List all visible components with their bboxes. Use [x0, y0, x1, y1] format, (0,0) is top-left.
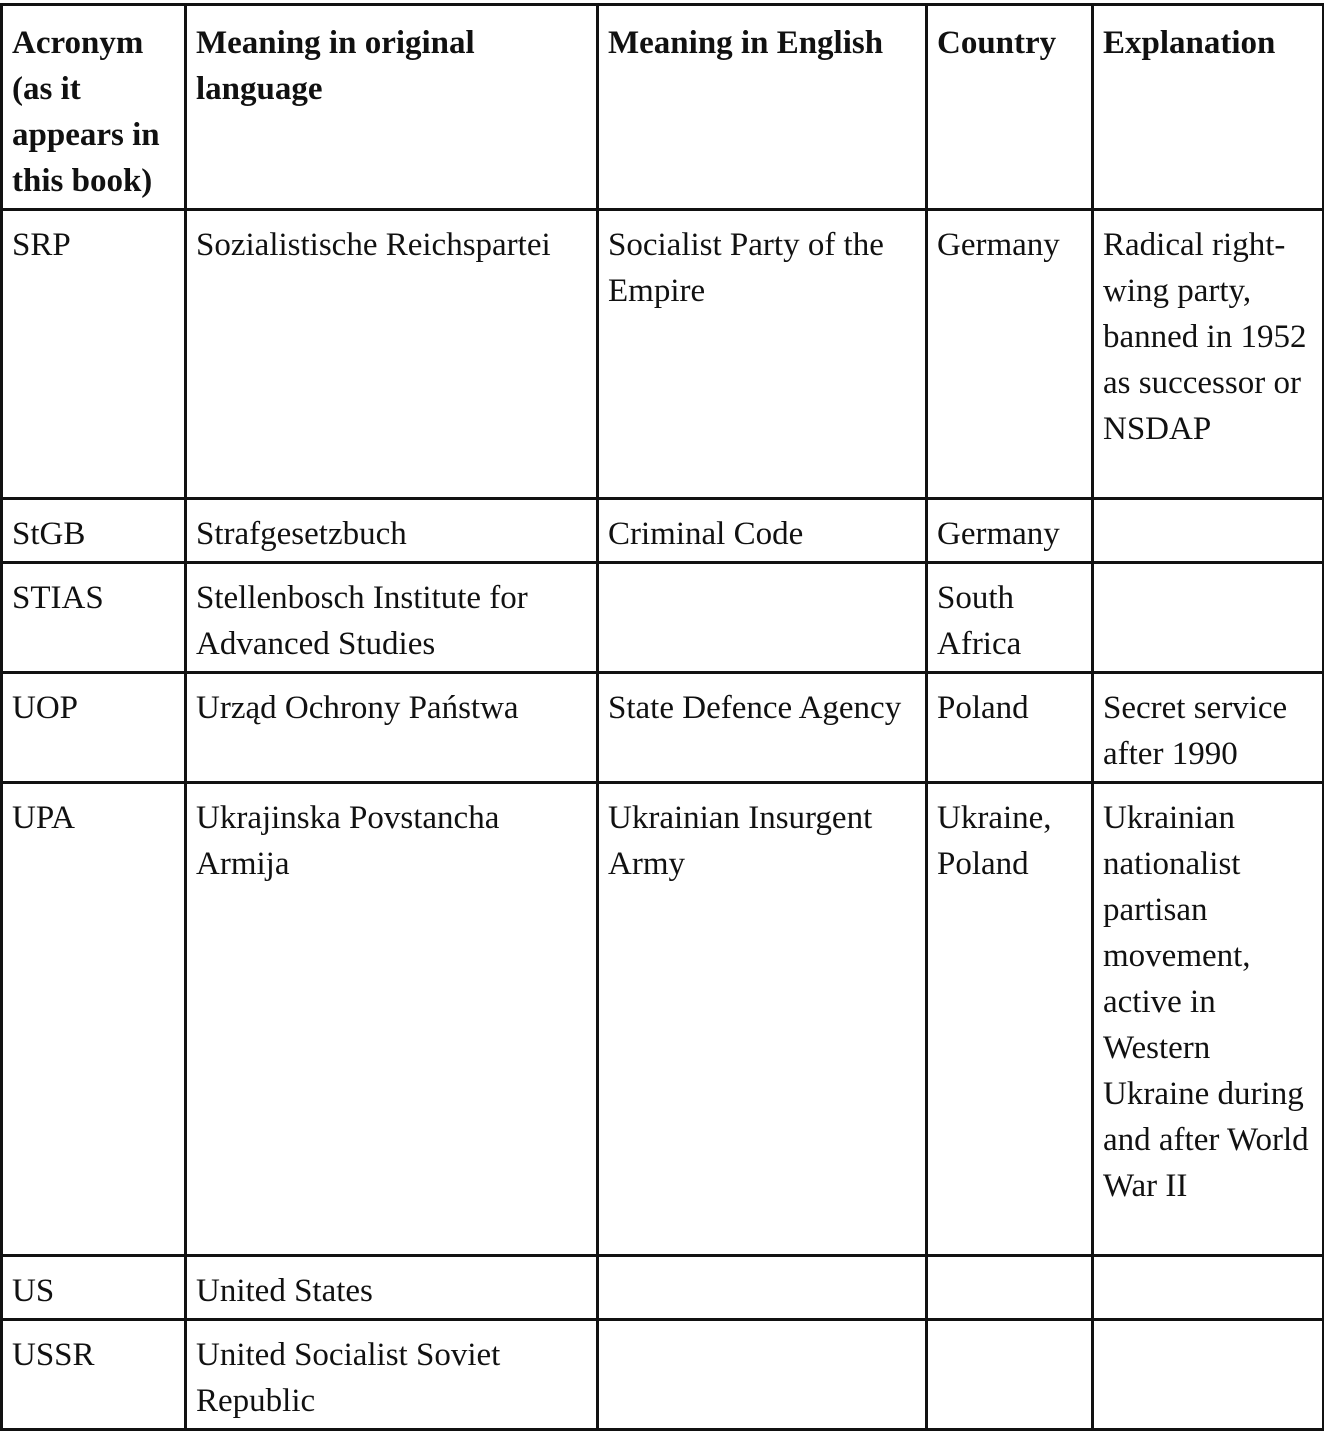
cell-acronym: STIAS	[2, 563, 186, 673]
table-row	[2, 1320, 1324, 1430]
cell-explanation	[1093, 499, 1324, 563]
cell-explanation: Radical right-wing party, banned in 1952 as successor or NSDAP	[1093, 210, 1324, 499]
cell-explanation	[1093, 1320, 1324, 1430]
cell-acronym: UPA	[2, 783, 186, 1256]
cell-original: Sozialistische Reichspartei	[186, 210, 598, 499]
header-country: Country	[927, 5, 1093, 210]
cell-country	[927, 1320, 1093, 1430]
cell-english: Ukrainian Insurgent Army	[598, 783, 927, 1256]
cell-english	[598, 1320, 927, 1430]
cell-original: Ukrajinska Povstancha Armija	[186, 783, 598, 1256]
cell-country: Germany	[927, 210, 1093, 499]
header-original-meaning: Meaning in original language	[186, 5, 598, 210]
cell-country: Germany	[927, 499, 1093, 563]
cell-acronym: USSR	[2, 1320, 186, 1430]
table-header-row	[2, 5, 1324, 210]
cell-country	[927, 1256, 1093, 1320]
table-row	[2, 673, 1324, 783]
acronyms-table	[0, 3, 1324, 1431]
table-row	[2, 783, 1324, 1256]
cell-english	[598, 563, 927, 673]
table-row	[2, 499, 1324, 563]
cell-country: South Africa	[927, 563, 1093, 673]
header-acronym: Acronym (as it appears in this book)	[2, 5, 186, 210]
cell-explanation: Ukrainian nationalist partisan movement, active in Western Ukraine during and after World War II	[1093, 783, 1324, 1256]
cell-english: Criminal Code	[598, 499, 927, 563]
cell-country: Ukraine, Poland	[927, 783, 1093, 1256]
cell-country: Poland	[927, 673, 1093, 783]
cell-acronym: UOP	[2, 673, 186, 783]
cell-explanation	[1093, 563, 1324, 673]
cell-acronym: SRP	[2, 210, 186, 499]
cell-english: Socialist Party of the Empire	[598, 210, 927, 499]
cell-english	[598, 1256, 927, 1320]
cell-explanation: Secret service after 1990	[1093, 673, 1324, 783]
cell-acronym: StGB	[2, 499, 186, 563]
cell-original: Stellenbosch Institute for Advanced Studies	[186, 563, 598, 673]
table-row	[2, 563, 1324, 673]
header-english-meaning: Meaning in English	[598, 5, 927, 210]
cell-english: State Defence Agency	[598, 673, 927, 783]
cell-original: United States	[186, 1256, 598, 1320]
cell-acronym: US	[2, 1256, 186, 1320]
cell-original: Urząd Ochrony Państwa	[186, 673, 598, 783]
cell-explanation	[1093, 1256, 1324, 1320]
header-explanation: Explanation	[1093, 5, 1324, 210]
table-row	[2, 210, 1324, 499]
cell-original: United Socialist Soviet Republic	[186, 1320, 598, 1430]
cell-original: Strafgesetzbuch	[186, 499, 598, 563]
table-row	[2, 1256, 1324, 1320]
